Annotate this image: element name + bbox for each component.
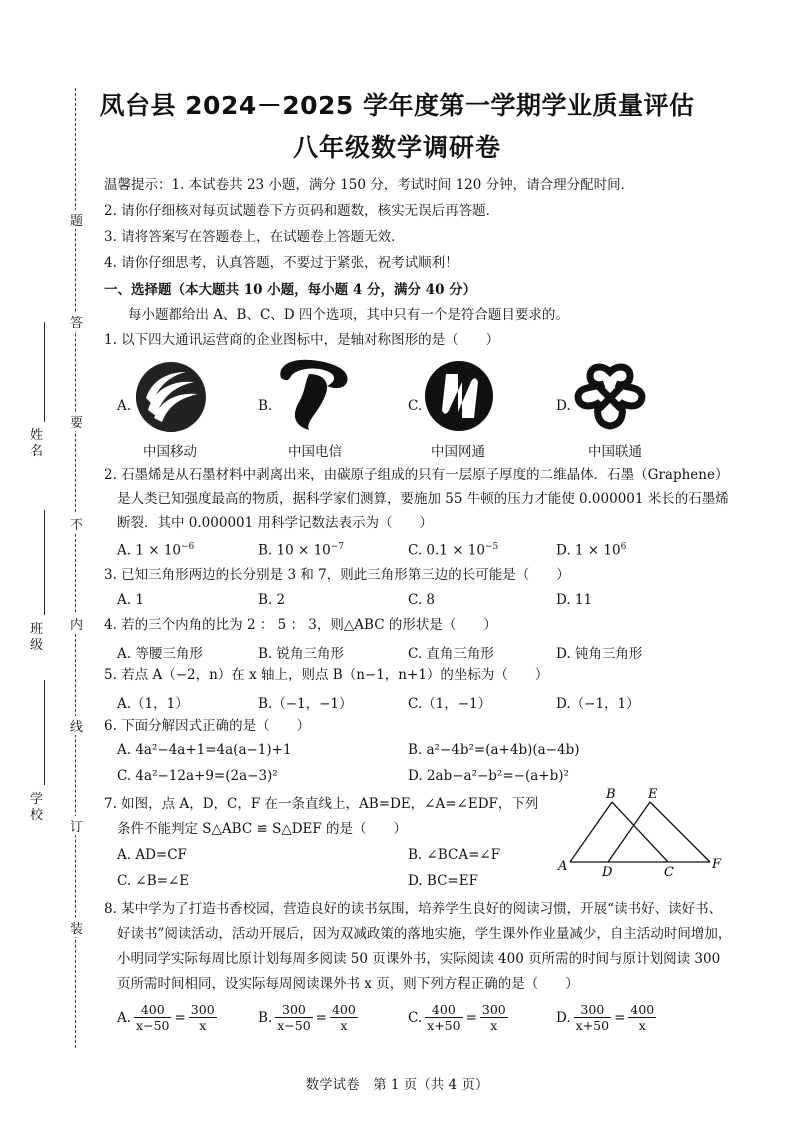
q6-option-c[interactable]: C. 4a²−12a+9=(2a−3)² xyxy=(117,768,278,784)
triangle-figure xyxy=(552,786,728,878)
point-c-label: C xyxy=(664,865,674,878)
q8-option-c-letter: C. xyxy=(408,1009,423,1026)
q1-caption-c: 中国网通 xyxy=(431,444,485,460)
numerator: 300 xyxy=(275,1002,312,1018)
q2-option-a-exp: −6 xyxy=(181,542,195,552)
binding-line xyxy=(75,88,76,1048)
q3-option-d[interactable]: D. 11 xyxy=(556,592,593,608)
numerator: 300 xyxy=(574,1002,611,1018)
q6-option-b[interactable]: B. a²−4b²=(a+4b)(a−4b) xyxy=(408,742,580,758)
name-field-line[interactable] xyxy=(44,322,45,422)
q1-caption-d: 中国联通 xyxy=(588,444,642,460)
q3-option-a[interactable]: A. 1 xyxy=(117,592,144,608)
q2-option-d-base: D. 1 × 10 xyxy=(556,542,621,559)
china-telecom-logo-icon xyxy=(275,356,355,434)
denominator: x xyxy=(340,1018,348,1033)
q4-option-d[interactable]: D. 钝角三角形 xyxy=(556,646,643,662)
section-description: 每小题都给出 A、B、C、D 四个选项，其中只有一个是符合题目要求的。 xyxy=(128,307,569,323)
question-7-line: 7. 如图，点 A，D，C，F 在一条直线上，AB=DE，∠A=∠EDF，下列 xyxy=(104,796,539,812)
q5-option-c[interactable]: C.（1，−1） xyxy=(408,696,492,712)
page-footer: 数学试卷 第 1 页（共 4 页） xyxy=(305,1077,489,1093)
class-field-line[interactable] xyxy=(44,510,45,615)
denominator: x−50 xyxy=(136,1018,170,1033)
q4-option-c[interactable]: C. 直角三角形 xyxy=(408,646,494,662)
segment-ab xyxy=(570,802,612,862)
denominator: x+50 xyxy=(575,1018,610,1033)
question-6-stem: 6. 下面分解因式正确的是（ ） xyxy=(104,718,311,734)
q1-option-d[interactable]: D. xyxy=(556,398,571,414)
q5-option-b[interactable]: B.（−1，−1） xyxy=(258,696,353,712)
point-d-label: D xyxy=(602,865,613,878)
question-8-line: 小明同学实际每周比原计划每周多阅读 50 页课外书，实际阅读 400 页所需的时间与原计划阅读 300 xyxy=(117,951,721,967)
q7-option-a[interactable]: A. AD=CF xyxy=(117,847,187,863)
exam-subtitle: 八年级数学调研卷 xyxy=(292,133,501,162)
china-mobile-logo-icon xyxy=(134,360,208,434)
fraction xyxy=(425,1002,462,1033)
exam-title: 凤台县 2024－2025 学年度第一学期学业质量评估 xyxy=(99,91,695,120)
q2-option-b[interactable] xyxy=(258,542,344,559)
q8-option-c[interactable] xyxy=(408,1002,508,1033)
q7-option-d[interactable]: D. BC=EF xyxy=(408,873,478,889)
q6-option-d[interactable]: D. 2ab−a²−b²=−(a+b)² xyxy=(408,768,569,784)
school-field-line[interactable] xyxy=(44,680,45,785)
point-f-label: F xyxy=(712,857,722,872)
q7-option-c[interactable]: C. ∠B=∠E xyxy=(117,873,190,889)
q5-option-a[interactable]: A.（1，1） xyxy=(117,696,189,712)
fraction xyxy=(628,1002,656,1033)
question-2-line: 2. 石墨烯是从石墨材料中剥离出来，由碳原子组成的只有一层原子厚度的二维晶体．石墨（Graphene） xyxy=(104,467,729,483)
numerator: 300 xyxy=(481,1002,506,1017)
q1-option-b[interactable]: B. xyxy=(258,398,273,414)
q2-option-b-base: B. 10 × 10 xyxy=(258,542,331,559)
numerator: 400 xyxy=(425,1002,462,1018)
q3-option-c[interactable]: C. 8 xyxy=(408,592,436,608)
q2-option-c[interactable] xyxy=(408,542,498,559)
numerator: 400 xyxy=(134,1002,171,1018)
point-e-label: E xyxy=(648,787,658,802)
class-field-label: 班级 xyxy=(30,622,44,653)
question-2-line: 断裂．其中 0.000001 用科学记数法表示为（ ） xyxy=(117,515,433,531)
binding-char: 内 xyxy=(70,614,83,633)
denominator: x xyxy=(490,1018,498,1033)
question-5-stem: 5. 若点 A（−2，n）在 x 轴上，则点 B（n−1，n+1）的坐标为（ ） xyxy=(104,667,549,683)
q2-option-a[interactable] xyxy=(117,542,194,559)
q1-option-a[interactable]: A. xyxy=(117,398,132,414)
binding-char: 装 xyxy=(70,918,83,937)
q8-option-b[interactable] xyxy=(258,1002,358,1033)
binding-char: 不 xyxy=(70,514,83,533)
denominator: x xyxy=(638,1018,646,1033)
question-8-line: 好读书”阅读活动，活动开展后，因为双减政策的落地实施，学生课外作业量减少，自主活动时间增加， xyxy=(117,926,732,942)
question-7-line: 条件不能判定 S△ABC ≌ S△DEF 的是（ ） xyxy=(117,821,408,837)
school-field-label: 学校 xyxy=(30,792,44,823)
denominator: x+50 xyxy=(427,1018,461,1033)
q4-option-a[interactable]: A. 等腰三角形 xyxy=(117,646,203,662)
question-8-line: 页所需时间相同，设实际每周阅读课外书 x 页，则下列方程正确的是（ ） xyxy=(117,976,579,992)
denominator: x−50 xyxy=(277,1018,311,1033)
q2-option-b-exp: −7 xyxy=(330,542,345,552)
binding-char: 线 xyxy=(70,716,83,735)
question-2-line: 是人类已知强度最高的物质，据科学家们测算，要施加 55 牛顿的压力才能使 0.000001 米长的石墨烯 xyxy=(117,491,729,507)
equals-sign: = xyxy=(465,1009,477,1026)
q6-option-a[interactable]: A. 4a²−4a+1=4a(a−1)+1 xyxy=(117,742,292,758)
question-8-line: 8. 某中学为了打造书香校园，营造良好的读书氛围，培养学生良好的阅读习惯，开展“读书好、读好书、 xyxy=(104,901,723,917)
q2-option-a-base: A. 1 × 10 xyxy=(117,542,181,559)
fraction xyxy=(480,1002,508,1033)
section-title: 一、选择题（本大题共 10 小题，每小题 4 分，满分 40 分） xyxy=(104,282,477,298)
q2-option-d[interactable] xyxy=(556,542,626,559)
q2-option-c-base: C. 0.1 × 10 xyxy=(408,542,485,559)
china-unicom-logo-icon xyxy=(574,362,646,432)
q7-option-b[interactable]: B. ∠BCA=∠F xyxy=(408,847,501,863)
fraction xyxy=(330,1002,358,1033)
fraction xyxy=(574,1002,611,1033)
q1-caption-a: 中国移动 xyxy=(143,444,197,460)
q2-option-d-exp: 6 xyxy=(620,542,627,552)
question-1-stem: 1. 以下四大通讯运营商的企业图标中，是轴对称图形的是（ ） xyxy=(104,332,500,348)
binding-char: 要 xyxy=(70,412,83,431)
question-4-stem: 4. 若的三个内角的比为 2 ： 5 ： 3，则△ABC 的形状是（ ） xyxy=(104,617,497,633)
name-field-label: 姓名 xyxy=(30,428,44,459)
q8-option-b-letter: B. xyxy=(258,1009,273,1026)
binding-char: 订 xyxy=(70,816,83,835)
q3-option-b[interactable]: B. 2 xyxy=(258,592,286,608)
q8-option-d-letter: D. xyxy=(556,1009,571,1026)
q1-caption-b: 中国电信 xyxy=(288,444,342,460)
fraction xyxy=(134,1002,171,1033)
china-netcom-logo-icon xyxy=(424,360,494,432)
question-3-stem: 3. 已知三角形两边的长分别是 3 和 7，则此三角形第三边的长可能是（ ） xyxy=(104,567,570,583)
equals-sign: = xyxy=(174,1009,186,1026)
q5-option-d[interactable]: D.（−1，1） xyxy=(556,696,640,712)
fraction xyxy=(275,1002,312,1033)
q8-option-d[interactable] xyxy=(556,1002,656,1033)
numerator: 300 xyxy=(190,1002,215,1017)
notice-line: 2. 请你仔细核对每页试题卷下方页码和题数，核实无误后再答题． xyxy=(104,203,500,219)
point-b-label: B xyxy=(606,787,616,802)
point-a-label: A xyxy=(558,859,568,874)
binding-char: 题 xyxy=(70,210,83,229)
q2-option-c-exp: −5 xyxy=(484,542,499,552)
segment-de xyxy=(608,802,650,862)
numerator: 400 xyxy=(331,1002,356,1017)
q4-option-b[interactable]: B. 锐角三角形 xyxy=(258,646,345,662)
equals-sign: = xyxy=(315,1009,327,1026)
equals-sign: = xyxy=(614,1009,626,1026)
binding-char: 答 xyxy=(70,312,83,331)
notice-line: 4. 请你仔细思考，认真答题，不要过于紧张，祝考试顺利！ xyxy=(104,255,459,271)
notice-line: 温馨提示：1. 本试卷共 23 小题，满分 150 分，考试时间 120 分钟，请合理分配时间． xyxy=(104,177,635,193)
q8-option-a-letter: A. xyxy=(117,1009,132,1026)
q8-option-a[interactable] xyxy=(117,1002,217,1033)
q1-option-c[interactable]: C. xyxy=(408,398,423,414)
denominator: x xyxy=(199,1018,207,1033)
fraction xyxy=(189,1002,217,1033)
notice-line: 3. 请将答案写在答题卷上，在试题卷上答题无效． xyxy=(104,229,405,245)
numerator: 400 xyxy=(630,1002,655,1017)
